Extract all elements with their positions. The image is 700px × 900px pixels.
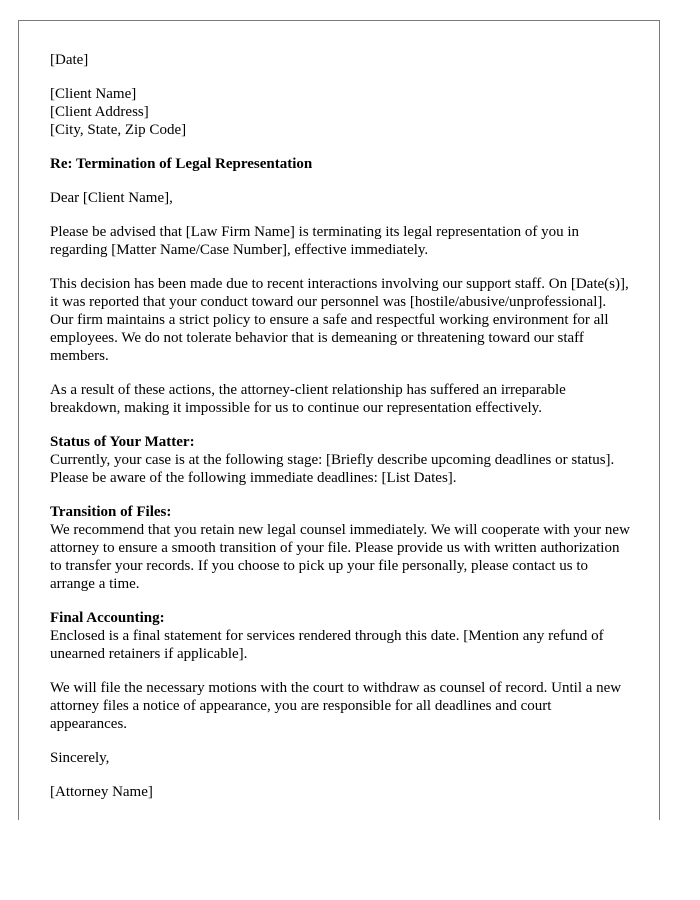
- recipient-name: [Client Name]: [50, 86, 137, 102]
- subject-line: [50, 155, 631, 173]
- section-transition: [50, 503, 631, 593]
- paragraph-reason: This decision has been made due to recent interactions involving our support staff. On [Date(s)], it was reported that your conduct toward our personnel was [hostile/abusive/unprofessional]. Our firm maintains a strict policy to ensure a safe and respectful working environment for all employees. We do not tolerate behavior that is demeaning or threatening toward our staff members.: [50, 276, 629, 364]
- letter-date: [Date]: [50, 52, 89, 68]
- letter-page: [18, 20, 660, 820]
- section-heading: Final Accounting:: [50, 610, 165, 626]
- signature: [Attorney Name]: [50, 784, 153, 800]
- section-body: We recommend that you retain new legal counsel immediately. We will cooperate with your new attorney to ensure a smooth transition of your file. Please provide us with written authorization to transfer your records. If you choose to pick up your file personally, please contact us to arrange a time.: [50, 522, 630, 592]
- section-heading: Transition of Files:: [50, 504, 172, 520]
- paragraph-breakdown: As a result of these actions, the attorney-client relationship has suffered an irreparable breakdown, making it impossible for us to continue our representation effectively.: [50, 382, 566, 416]
- section-status: [50, 433, 631, 487]
- subject-text: Re: Termination of Legal Representation: [50, 156, 313, 172]
- section-heading: Status of Your Matter:: [50, 434, 195, 450]
- paragraph-intro: Please be advised that [Law Firm Name] is terminating its legal representation of you in regarding [Matter Name/Case Number], effective immediately.: [50, 224, 580, 258]
- recipient-street: [Client Address]: [50, 104, 149, 120]
- section-body: Enclosed is a final statement for services rendered through this date. [Mention any refund of unearned retainers if applicable].: [50, 628, 604, 662]
- letter-body: [50, 51, 631, 801]
- closing: Sincerely,: [50, 750, 110, 766]
- section-body: Currently, your case is at the following stage: [Briefly describe upcoming deadlines or status]. Please be aware of the following immediate deadlines: [List Dates].: [50, 452, 615, 486]
- section-accounting: [50, 609, 631, 663]
- salutation: Dear [Client Name],: [50, 190, 173, 206]
- recipient-address: [50, 85, 631, 139]
- closing-paragraph: We will file the necessary motions with the court to withdraw as counsel of record. Until a new attorney files a notice of appearance, you are responsible for all deadlines and court appearances.: [50, 680, 622, 732]
- recipient-city: [City, State, Zip Code]: [50, 122, 187, 138]
